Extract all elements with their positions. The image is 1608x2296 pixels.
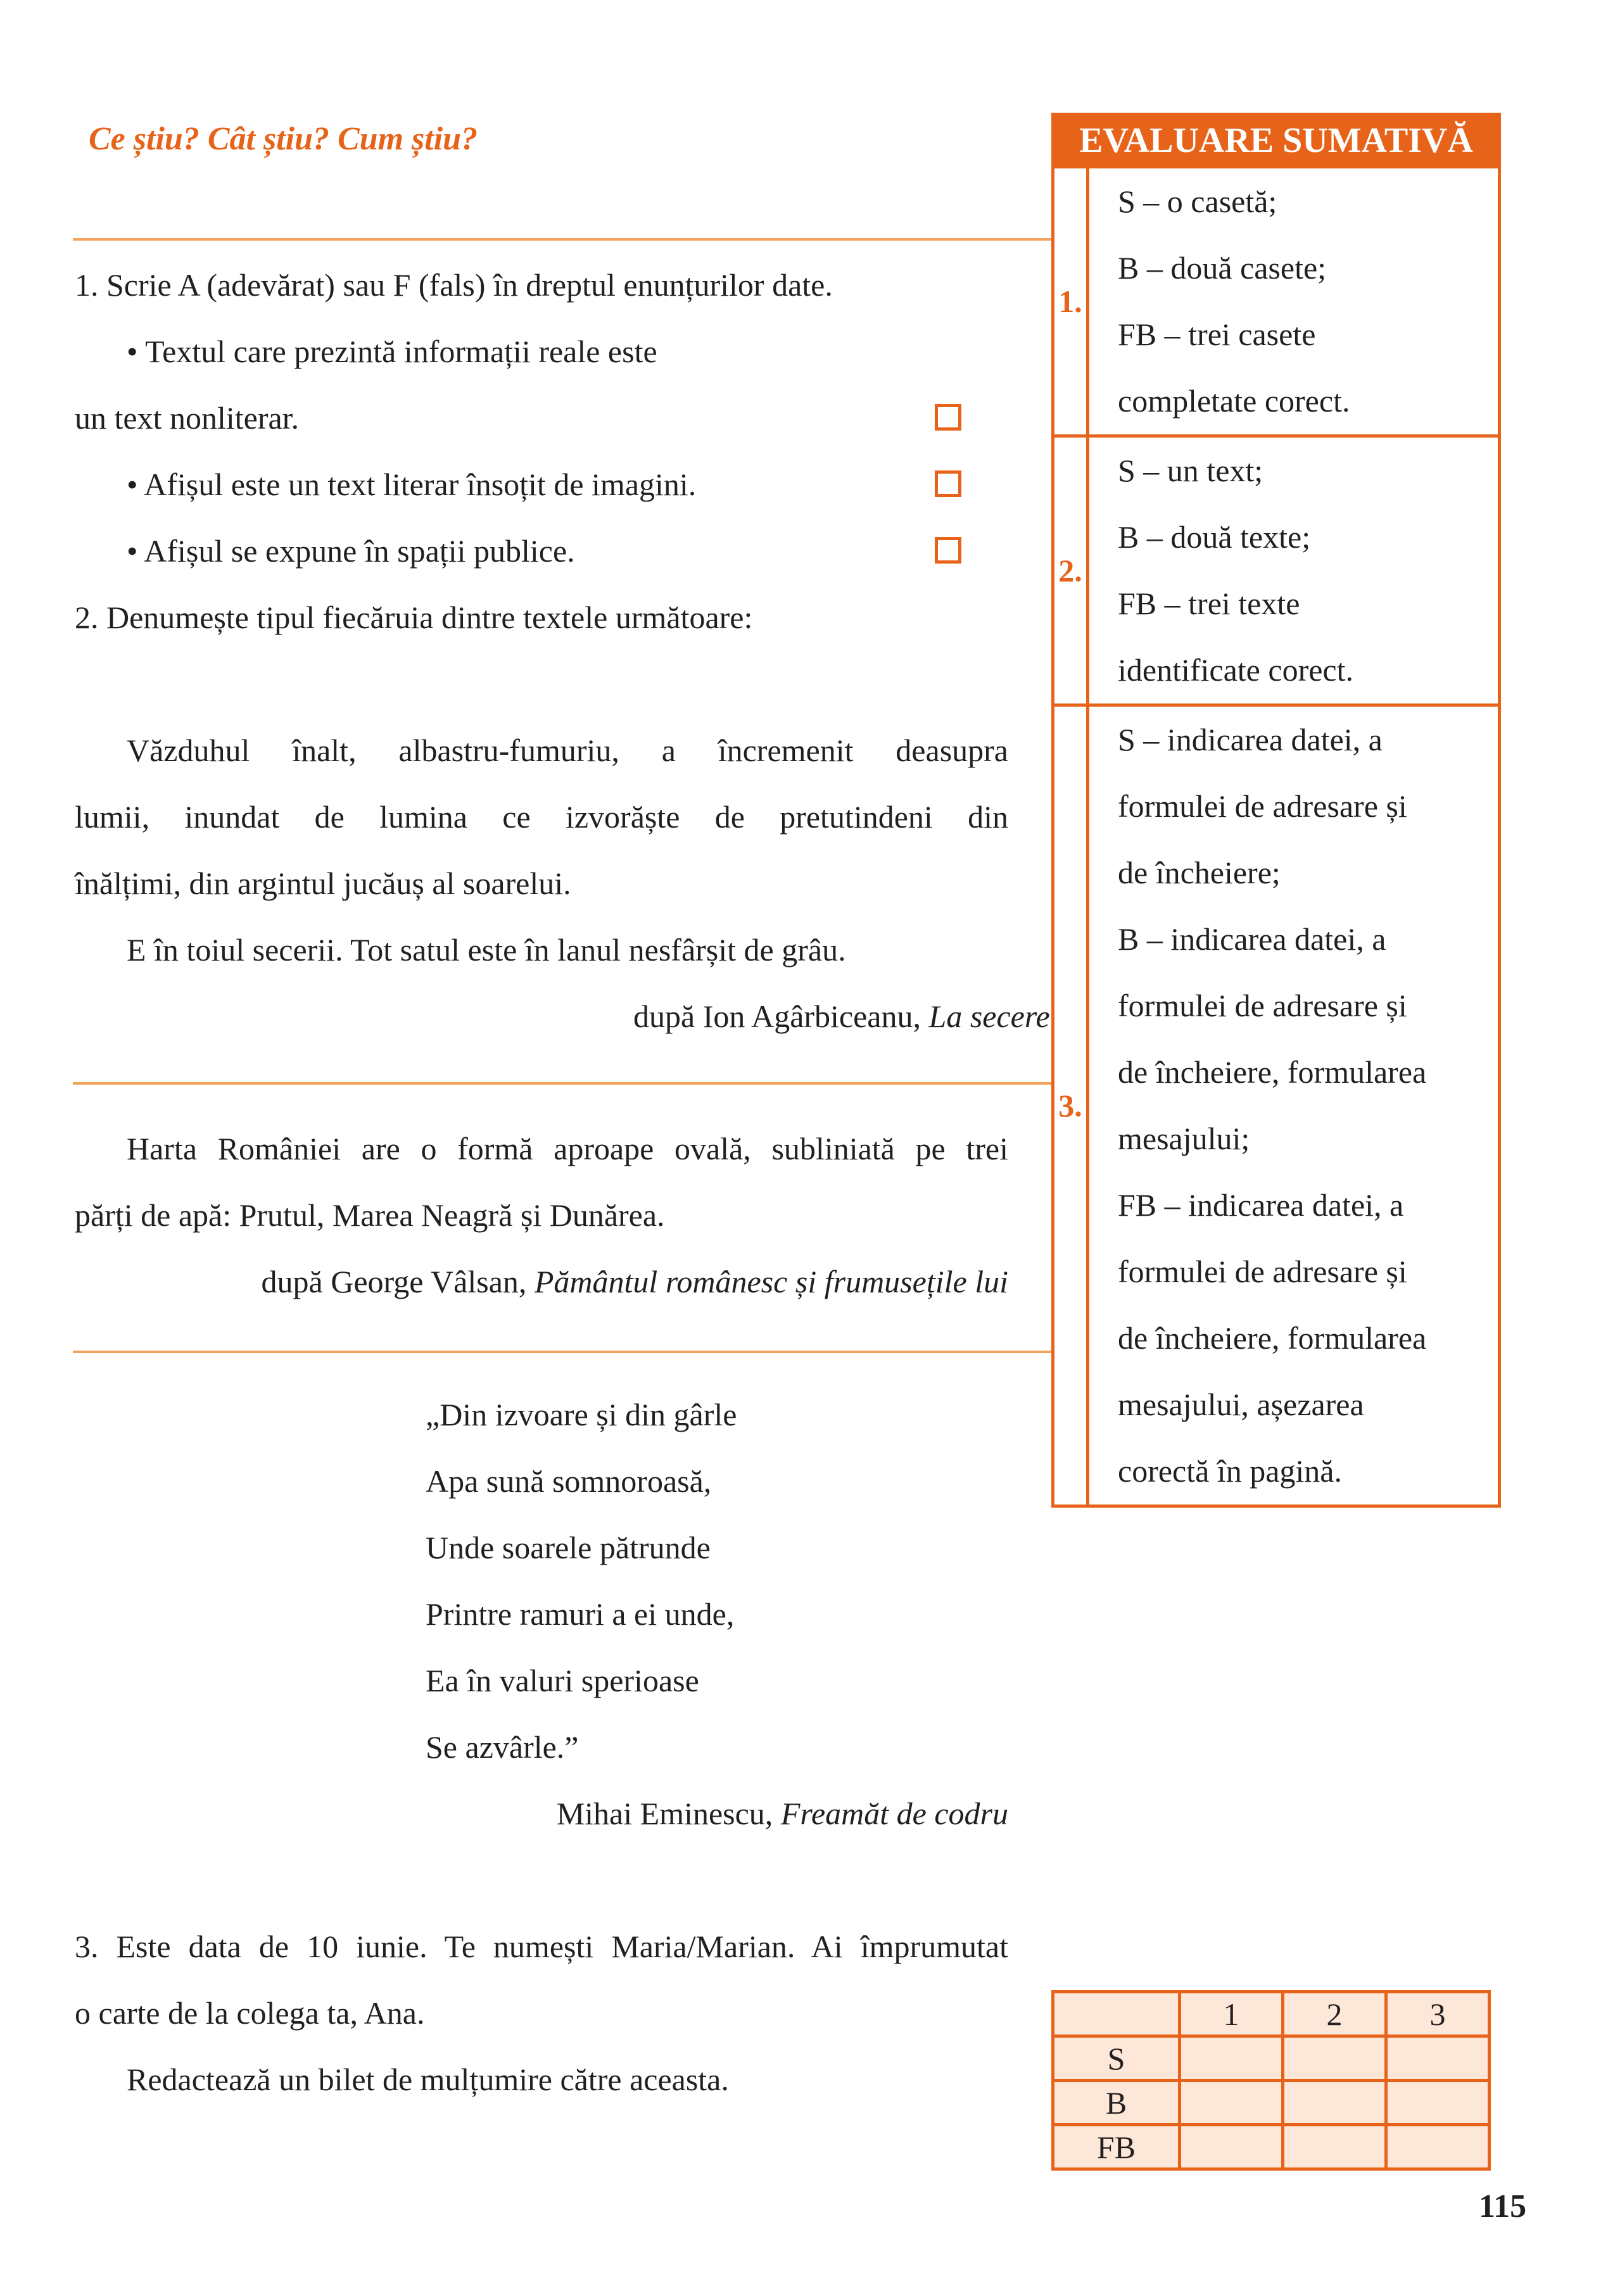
evaluation-row-number: 3. (1054, 707, 1089, 1504)
text-2-line-2: părți de apă: Prutul, Marea Neagră și Dunărea. (75, 1197, 665, 1233)
poem-line-4: Printre ramuri a ei unde, (426, 1596, 735, 1632)
criteria-line: formulei de adresare și (1118, 1254, 1407, 1289)
score-grid (1051, 1990, 1491, 2171)
text-2-line-1: Harta României are o formă aproape ovală, subliniată pe trei (127, 1131, 1008, 1166)
score-grid-col-2: 2 (1283, 1992, 1386, 2036)
criteria-line: corectă în pagină. (1118, 1453, 1342, 1489)
score-grid-row-label: FB (1053, 2125, 1180, 2169)
criteria-line: FB – indicarea datei, a (1118, 1187, 1404, 1223)
evaluation-criteria (1089, 168, 1350, 434)
score-grid-row-s (1053, 2036, 1490, 2081)
evaluation-criteria (1089, 438, 1353, 703)
evaluation-row-3 (1054, 703, 1498, 1504)
criteria-line: identificate corect. (1118, 652, 1353, 688)
text-1-line-3: înălțimi, din argintul jucăuș al soarelui. (75, 866, 571, 901)
exercise-2-prompt: 2. Denumește tipul fiecăruia dintre textele următoare: (75, 600, 753, 635)
answer-checkbox-1[interactable] (935, 404, 961, 431)
exercise-1-item-3: • Afișul se expune în spații publice. (127, 533, 575, 569)
score-cell[interactable] (1386, 2125, 1490, 2169)
text-2-source: după George Vâlsan, Pământul românesc și frumusețile lui (261, 1264, 1008, 1299)
score-cell[interactable] (1283, 2125, 1386, 2169)
criteria-line: B – două texte; (1118, 519, 1311, 555)
answer-checkbox-3[interactable] (935, 537, 961, 564)
criteria-line: S – o casetă; (1118, 184, 1277, 219)
score-grid-corner (1053, 1992, 1180, 2036)
poem-source: Mihai Eminescu, Freamăt de codru (556, 1796, 1008, 1831)
score-cell[interactable] (1180, 2081, 1283, 2125)
poem-line-6: Se azvârle.” (426, 1729, 579, 1765)
criteria-line: mesajului, așezarea (1118, 1387, 1364, 1422)
criteria-line: completate corect. (1118, 383, 1350, 419)
score-cell[interactable] (1180, 2036, 1283, 2081)
evaluation-criteria (1089, 707, 1426, 1504)
criteria-line: formulei de adresare și (1118, 988, 1407, 1023)
exercise-1-item-1-line-1: • Textul care prezintă informații reale este (127, 334, 657, 369)
criteria-line: de încheiere, formularea (1118, 1320, 1427, 1356)
score-grid-col-1: 1 (1180, 1992, 1283, 2036)
poem-line-5: Ea în valuri sperioase (426, 1663, 699, 1698)
exercise-1-prompt: 1. Scrie A (adevărat) sau F (fals) în dreptul enunțurilor date. (75, 267, 833, 303)
exercise-1-item-2: • Afișul este un text literar însoțit de imagini. (127, 467, 697, 502)
answer-checkbox-2[interactable] (935, 470, 961, 497)
poem-line-1: „Din izvoare și din gârle (426, 1397, 737, 1432)
score-cell[interactable] (1283, 2036, 1386, 2081)
section-heading: Ce știu? Cât știu? Cum știu? (89, 121, 478, 157)
score-cell[interactable] (1283, 2081, 1386, 2125)
evaluation-title: EVALUARE SUMATIVĂ (1051, 113, 1501, 168)
criteria-line: de încheiere, formularea (1118, 1054, 1427, 1090)
criteria-line: FB – trei texte (1118, 586, 1300, 621)
evaluation-row-2 (1054, 434, 1498, 703)
text-1-line-1: Văzduhul înalt, albastru-fumuriu, a încremenit deasupra (127, 733, 1008, 768)
criteria-line: B – două casete; (1118, 250, 1327, 286)
criteria-line: FB – trei casete (1118, 317, 1316, 352)
evaluation-body (1051, 168, 1501, 1508)
exercise-3-line-2: o carte de la colega ta, Ana. (75, 1995, 425, 2031)
evaluation-panel (1051, 113, 1501, 1508)
criteria-line: B – indicarea datei, a (1118, 921, 1386, 957)
score-grid-row-b (1053, 2081, 1490, 2125)
criteria-line: mesajului; (1118, 1121, 1250, 1156)
text-1-line-2: lumii, inundat de lumina ce izvorăște de pretutindeni din (75, 799, 1008, 835)
score-grid-row-fb (1053, 2125, 1490, 2169)
page-number: 115 (1479, 2188, 1527, 2224)
evaluation-row-number: 2. (1054, 438, 1089, 703)
exercise-3-line-1: 3. Este data de 10 iunie. Te numești Maria/Marian. Ai împrumutat (75, 1929, 1008, 1964)
exercise-1-item-1-line-2: un text nonliterar. (75, 400, 300, 436)
score-cell[interactable] (1386, 2036, 1490, 2081)
criteria-line: de încheiere; (1118, 855, 1281, 890)
exercise-3-line-3: Redactează un bilet de mulțumire către aceasta. (127, 2062, 729, 2097)
criteria-line: S – indicarea datei, a (1118, 722, 1383, 757)
criteria-line: formulei de adresare și (1118, 788, 1407, 824)
criteria-line: S – un text; (1118, 453, 1263, 488)
score-grid-col-3: 3 (1386, 1992, 1490, 2036)
score-cell[interactable] (1386, 2081, 1490, 2125)
poem-line-3: Unde soarele pătrunde (426, 1530, 711, 1565)
divider (73, 1351, 1051, 1353)
divider (73, 1082, 1051, 1085)
score-grid-row-label: S (1053, 2036, 1180, 2081)
divider (73, 238, 1051, 241)
text-1-source: după Ion Agârbiceanu, La secere (633, 999, 1050, 1034)
score-grid-header (1053, 1992, 1490, 2036)
text-1-line-4: E în toiul secerii. Tot satul este în lanul nesfârșit de grâu. (127, 932, 846, 968)
poem-line-2: Apa sună somnoroasă, (426, 1463, 712, 1499)
score-cell[interactable] (1180, 2125, 1283, 2169)
evaluation-row-1 (1054, 168, 1498, 434)
evaluation-row-number: 1. (1054, 168, 1089, 434)
score-grid-row-label: B (1053, 2081, 1180, 2125)
